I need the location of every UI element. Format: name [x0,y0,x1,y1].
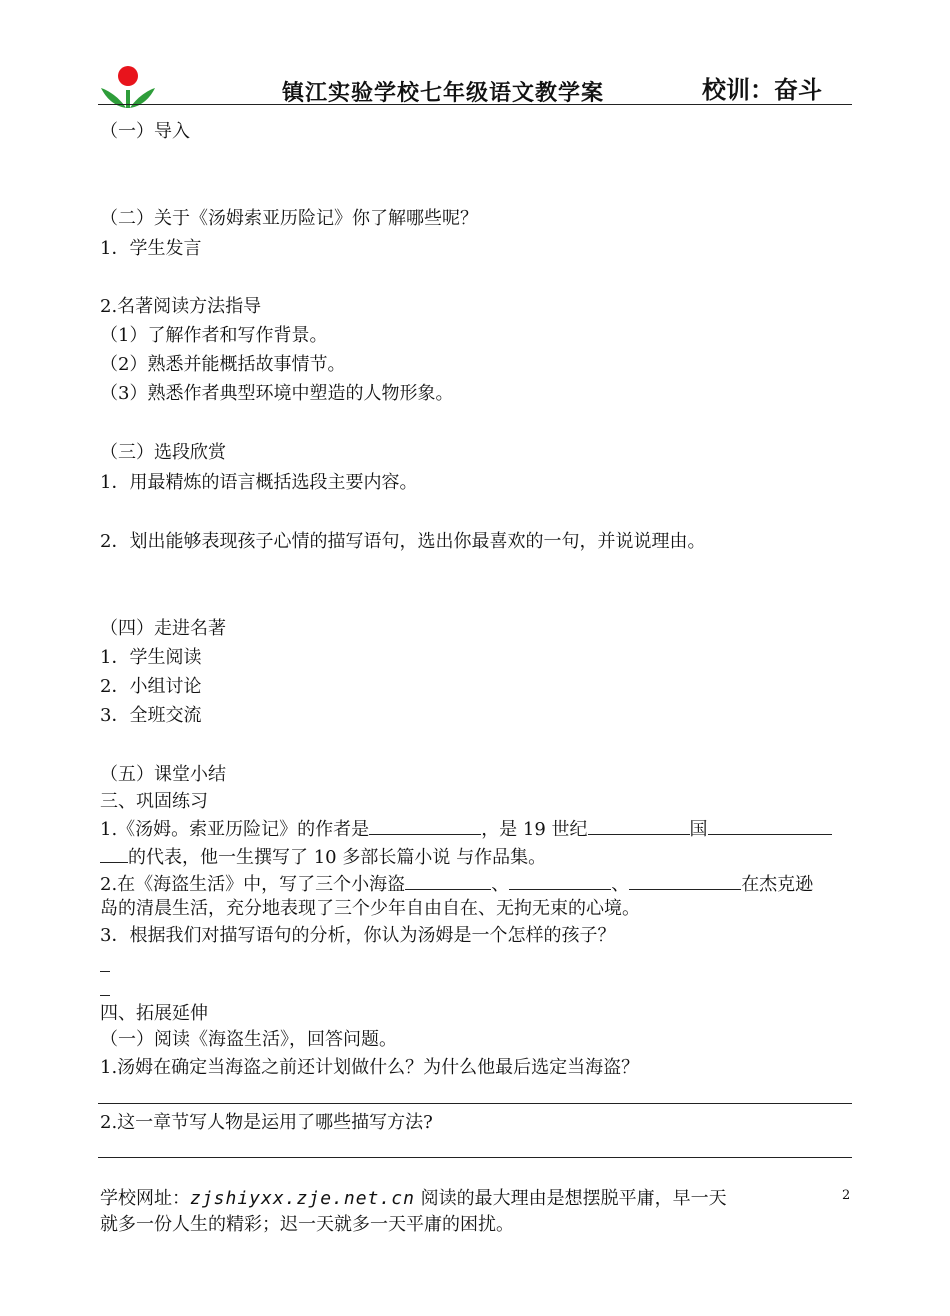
practice-title: 三、巩固练习 [100,791,208,812]
section-excerpt-title: （三）选段欣赏 [100,442,226,463]
practice-question-2: 2.在《海盗生活》中，写了三个小海盗 、 、 在杰克逊 [100,871,813,897]
answer-blank[interactable] [708,816,832,835]
page-number: 2 [842,1188,851,1203]
list-item: 1．学生发言 [100,238,202,259]
document-title: 镇江实验学校七年级语文教学案 [282,80,605,106]
list-subitem: （3）熟悉作者典型环境中塑造的人物形象。 [100,383,454,404]
school-motto: 校训：奋斗 [702,76,822,104]
footer-line-1: 学校网址：zjshiyxx.zje.net.cn 阅读的最大理由是想摆脱平庸，早一天 [100,1188,727,1209]
footer-line-2: 就多一份人生的精彩；迟一天就多一天平庸的困扰。 [100,1214,514,1235]
list-item: 1．学生阅读 [100,647,202,668]
section-about-title: （二）关于《汤姆索亚历险记》你了解哪些呢？ [100,208,478,229]
practice-question-1: 1.《汤姆。索亚历险记》的作者是 ，是 19 世纪 国 [100,816,832,842]
extension-question-2: 2.这一章节写人物是运用了哪些描写方法? [100,1112,433,1133]
practice-question-3: 3．根据我们对描写语句的分析，你认为汤姆是一个怎样的孩子？ [100,925,616,946]
list-item: 2.名著阅读方法指导 [100,296,262,317]
section-intro-title: （一）导入 [100,121,190,142]
list-item: 1．用最精炼的语言概括选段主要内容。 [100,472,418,493]
page-footer [100,1186,727,1238]
extension-question-1: 1.汤姆在确定当海盗之前还计划做什么？为什么他最后选定当海盗？ [100,1057,640,1078]
answer-blank[interactable] [100,844,128,863]
answer-line[interactable] [98,1103,852,1104]
answer-dash[interactable] [100,995,110,996]
answer-blank[interactable] [405,871,491,890]
extension-subtitle: （一）阅读《海盗生活》，回答问题。 [100,1029,397,1050]
answer-blank[interactable] [369,816,481,835]
answer-blank[interactable] [509,871,611,890]
header-divider [98,104,852,105]
school-website-link[interactable]: zjshiyxx.zje.net.cn [190,1188,415,1209]
section-summary-title: （五）课堂小结 [100,764,226,785]
answer-blank[interactable] [629,871,741,890]
list-item: 3．全班交流 [100,705,202,726]
practice-question-1-cont: 的代表，他一生撰写了 10 多部长篇小说 与作品集。 [100,844,546,870]
practice-question-2-cont: 岛的清晨生活，充分地表现了三个少年自由自在、无拘无束的心境。 [100,898,640,919]
answer-dash[interactable] [100,971,110,972]
list-subitem: （1）了解作者和写作背景。 [100,325,328,346]
answer-line[interactable] [98,1157,852,1158]
list-item: 2．小组讨论 [100,676,202,697]
answer-blank[interactable] [588,816,690,835]
list-item: 2．划出能够表现孩子心情的描写语句，选出你最喜欢的一句，并说说理由。 [100,531,706,552]
section-reading-title: （四）走进名著 [100,618,226,639]
extension-title: 四、拓展延伸 [100,1003,208,1024]
list-subitem: （2）熟悉并能概括故事情节。 [100,354,346,375]
